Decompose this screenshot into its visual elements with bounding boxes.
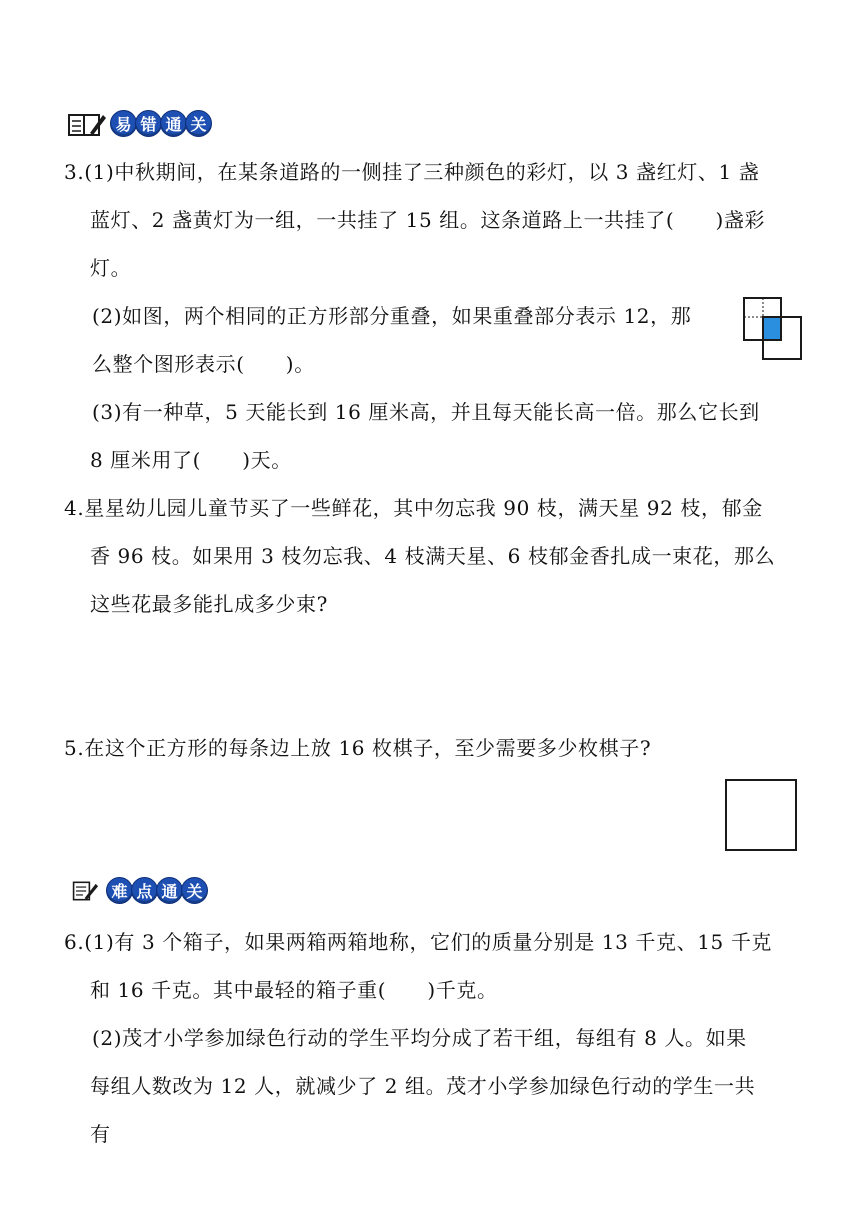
section-header-difficult-points: [72, 877, 208, 904]
q4-line-1: 4.星星幼儿园儿童节买了一些鲜花，其中勿忘我 90 枝，满天星 92 枝，郁金: [64, 496, 763, 520]
q6-part2-line-2: 每组人数改为 12 人，就减少了 2 组。茂才小学参加绿色行动的学生一共: [90, 1074, 756, 1098]
section-header-easy-mistakes: [68, 110, 212, 137]
badge-char: 难: [106, 877, 133, 904]
q3-line-2: 蓝灯、2 盏黄灯为一组，一共挂了 15 组。这条道路上一共挂了( )盏彩: [90, 208, 766, 232]
q3-line-1: 3.(1)中秋期间，在某条道路的一侧挂了三种颜色的彩灯，以 3 盏红灯、1 盏: [64, 160, 760, 184]
q3-part3-line-1: (3)有一种草，5 天能长到 16 厘米高，并且每天能长高一倍。那么它长到: [92, 400, 760, 424]
section-badge-difficult-points: [108, 877, 208, 904]
q3-line-3: 灯。: [90, 256, 132, 280]
badge-char: 关: [181, 877, 208, 904]
overlapping-squares-figure: [742, 296, 804, 362]
badge-char: 错: [135, 110, 162, 137]
badge-char: 关: [185, 110, 212, 137]
q4-line-2: 香 96 枝。如果用 3 枝勿忘我、4 枝满天星、6 枝郁金香扎成一束花，那么: [90, 544, 776, 568]
badge-char: 易: [110, 110, 137, 137]
badge-char: 点: [131, 877, 158, 904]
q3-part3-line-2: 8 厘米用了( )天。: [90, 448, 292, 472]
q3-part2-line-1: (2)如图，两个相同的正方形部分重叠，如果重叠部分表示 12，那: [92, 304, 692, 328]
book-pencil-icon: [68, 111, 106, 137]
notepad-pencil-icon: [72, 878, 102, 904]
q6-part2-line-3: 有: [90, 1122, 111, 1146]
q4-line-3: 这些花最多能扎成多少束?: [90, 592, 328, 616]
q5-line-1: 5.在这个正方形的每条边上放 16 枚棋子，至少需要多少枚棋子?: [64, 736, 652, 760]
section-badge-easy-mistakes: [112, 110, 212, 137]
q6-line-2: 和 16 千克。其中最轻的箱子重( )千克。: [90, 978, 498, 1002]
badge-char: 通: [160, 110, 187, 137]
square-figure: [724, 778, 798, 852]
q3-part2-line-2: 么整个图形表示( )。: [92, 352, 315, 376]
badge-char: 通: [156, 877, 183, 904]
q6-part2-line-1: (2)茂才小学参加绿色行动的学生平均分成了若干组，每组有 8 人。如果: [92, 1026, 747, 1050]
q6-line-1: 6.(1)有 3 个箱子，如果两箱两箱地称，它们的质量分别是 13 千克、15 千克: [64, 930, 773, 954]
